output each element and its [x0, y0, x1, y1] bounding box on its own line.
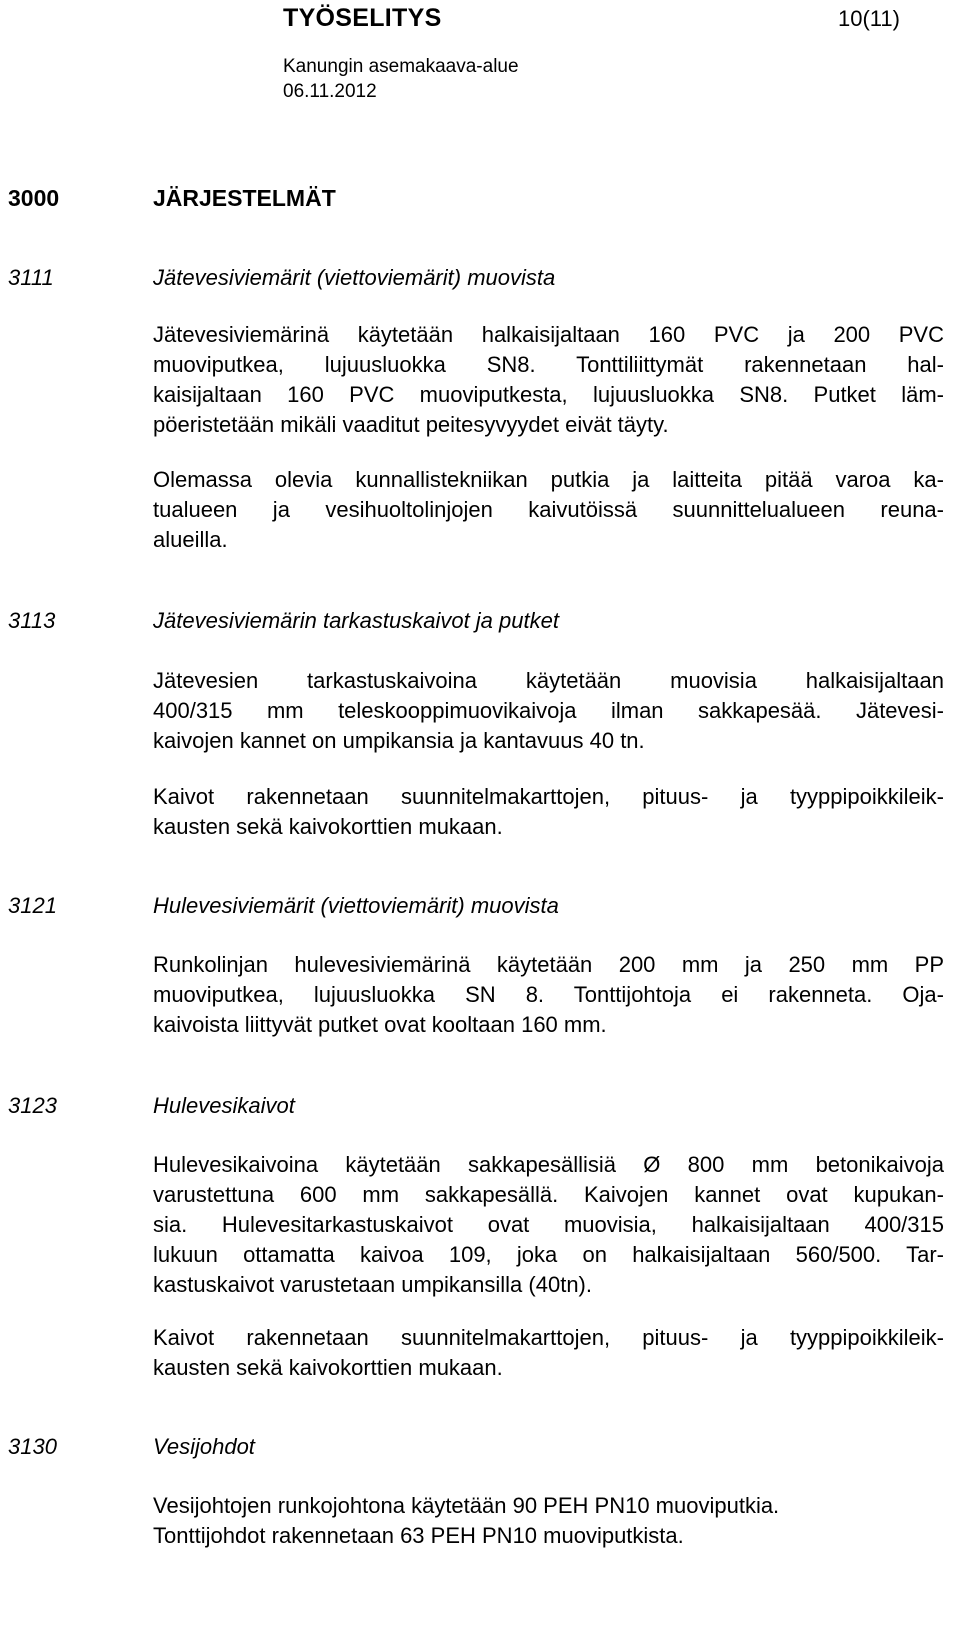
text-line: varustettuna 600 mm sakkapesällä. Kaivojen kannet ovat kupukan-	[153, 1182, 944, 1207]
section-number: 3113	[8, 608, 56, 633]
text-line: Jätevesiviemärinä käytetään halkaisijaltaan 160 PVC ja 200 PVC	[153, 322, 944, 347]
text-line: lukuun ottamatta kaivoa 109, joka on halkaisijaltaan 560/500. Tar-	[153, 1242, 944, 1267]
text-line: Kaivot rakennetaan suunnitelmakarttojen, pituus- ja tyyppipoikkileik-	[153, 1325, 944, 1350]
header-info	[283, 54, 519, 104]
text-line: kausten sekä kaivokorttien mukaan.	[153, 814, 503, 839]
text-line: tualueen ja vesihuoltolinjojen kaivutöissä suunnittelualueen reuna-	[153, 497, 944, 522]
section-number: 3121	[8, 893, 57, 918]
section-title: Vesijohdot	[153, 1434, 255, 1459]
text-line: kausten sekä kaivokorttien mukaan.	[153, 1355, 503, 1380]
text-line: Vesijohtojen runkojohtona käytetään 90 PEH PN10 muoviputkia.	[153, 1493, 780, 1518]
section-number: 3111	[8, 265, 54, 290]
text-line: Runkolinjan hulevesiviemärinä käytetään 200 mm ja 250 mm PP	[153, 952, 944, 977]
text-line: Olemassa olevia kunnallistekniikan putkia ja laitteita pitää varoa ka-	[153, 467, 944, 492]
paragraph	[153, 950, 944, 1040]
text-line: kaivoista liittyvät putket ovat kooltaan 160 mm.	[153, 1012, 607, 1037]
text-line: alueilla.	[153, 527, 228, 552]
text-line: sia. Hulevesitarkastuskaivot ovat muovisia, halkaisijaltaan 400/315	[153, 1212, 944, 1237]
paragraph	[153, 1150, 944, 1300]
main-section-title: JÄRJESTELMÄT	[153, 185, 336, 211]
paragraph	[153, 1323, 944, 1383]
section-title: Jätevesiviemärin tarkastuskaivot ja putket	[153, 608, 559, 633]
text-line: Tonttijohdot rakennetaan 63 PEH PN10 muoviputkista.	[153, 1523, 684, 1548]
text-line: Kaivot rakennetaan suunnitelmakarttojen, pituus- ja tyyppipoikkileik-	[153, 784, 944, 809]
text-line: pöeristetään mikäli vaaditut peitesyvyydet eivät täyty.	[153, 412, 669, 437]
paragraph	[153, 465, 944, 555]
paragraph	[153, 782, 944, 842]
section-number: 3123	[8, 1093, 57, 1118]
section-title: Hulevesiviemärit (viettoviemärit) muovista	[153, 893, 559, 918]
paragraph	[153, 1491, 944, 1551]
paragraph	[153, 320, 944, 440]
text-line: muoviputkea, lujuusluokka SN 8. Tonttijohtoja ei rakenneta. Oja-	[153, 982, 944, 1007]
text-line: 400/315 mm teleskooppimuovikaivoja ilman sakkapesää. Jätevesi-	[153, 698, 944, 723]
text-line: kastuskaivot varustetaan umpikansilla (40tn).	[153, 1272, 592, 1297]
main-section-number: 3000	[8, 185, 60, 211]
paragraph	[153, 666, 944, 756]
document-title: TYÖSELITYS	[283, 4, 442, 32]
text-line: kaisijaltaan 160 PVC muoviputkesta, lujuusluokka SN8. Putket läm-	[153, 382, 944, 407]
document-date: 06.11.2012	[283, 81, 377, 102]
section-number: 3130	[8, 1434, 57, 1459]
section-title: Jätevesiviemärit (viettoviemärit) muovista	[153, 265, 556, 290]
text-line: muoviputkea, lujuusluokka SN8. Tonttiliittymät rakennetaan hal-	[153, 352, 944, 377]
text-line: Jätevesien tarkastuskaivoina käytetään muovisia halkaisijaltaan	[153, 668, 944, 693]
text-line: Hulevesikaivoina käytetään sakkapesällisiä Ø 800 mm betonikaivoja	[153, 1152, 944, 1177]
text-line: kaivojen kannet on umpikansia ja kantavuus 40 tn.	[153, 728, 645, 753]
project-name: Kanungin asemakaava-alue	[283, 56, 519, 77]
section-title: Hulevesikaivot	[153, 1093, 295, 1118]
page-number: 10(11)	[838, 6, 900, 31]
